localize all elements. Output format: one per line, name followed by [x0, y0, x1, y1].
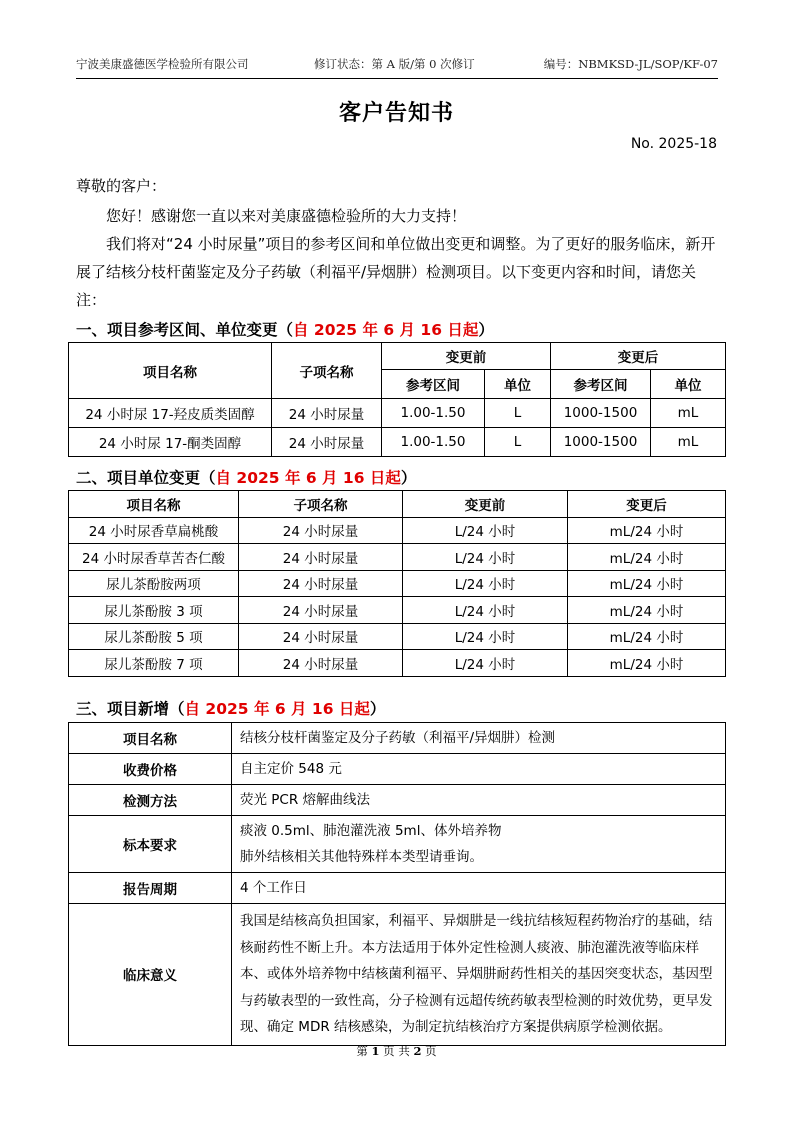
intro-paragraph-2: 我们将对“24 小时尿量”项目的参考区间和单位做出变更和调整。为了更好的服务临床，新开展了结核分枝杆菌鉴定及分子药敏（利福平/异烟肼）检测项目。以下变更内容和时间，请您关注： [76, 235, 716, 309]
reference-range-change-table [68, 342, 726, 457]
unit-change-table [68, 490, 726, 677]
t2-after: mL/24 小时 [568, 570, 726, 597]
header-organization: 宁波美康盛德医学检验所有限公司 [76, 57, 249, 71]
t1-header-before-range: 参考区间 [382, 370, 485, 399]
table-row [69, 785, 726, 816]
t3-value-method: 荧光 PCR 熔解曲线法 [232, 785, 726, 816]
section-1-date: 自 2025 年 6 月 16 日起 [293, 321, 479, 339]
t2-after: mL/24 小时 [568, 650, 726, 677]
t3-label-method: 检测方法 [69, 785, 232, 816]
t1-after-range: 1000-1500 [551, 428, 651, 457]
table-row [69, 570, 726, 597]
t2-before: L/24 小时 [403, 544, 568, 571]
t1-item: 24 小时尿 17-酮类固醇 [69, 428, 272, 457]
t2-header-after: 变更后 [568, 491, 726, 518]
t3-value-name: 结核分枝杆菌鉴定及分子药敏（利福平/异烟肼）检测 [232, 723, 726, 754]
document-title: 客户告知书 [338, 101, 454, 126]
t3-label-turnaround: 报告周期 [69, 873, 232, 904]
t1-header-item: 项目名称 [69, 343, 272, 399]
footer-mid: 页 共 [383, 1044, 410, 1058]
t1-header-before-unit: 单位 [485, 370, 551, 399]
t3-value-turnaround: 4 个工作日 [232, 873, 726, 904]
t2-item: 尿儿茶酚胺两项 [69, 570, 239, 597]
t2-sub: 24 小时尿量 [239, 650, 403, 677]
t2-item: 尿儿茶酚胺 7 项 [69, 650, 239, 677]
t3-value-clinical: 我国是结核高负担国家，利福平、异烟肼是一线抗结核短程药物治疗的基础，结核耐药性不断上升。本方法适用于体外定性检测人痰液、肺泡灌洗液等临床样本、或体外培养物中结核菌利福平、异烟肼耐药性相关的基因突变状态，基因型与药敏表型的一致性高，分子检测有远超传统药敏表型检测的时效优势，更早发现、确定 MDR 结核感染，为制定抗结核治疗方案提供病原学检测依据。 [232, 904, 726, 1046]
t1-header-sub: 子项名称 [272, 343, 382, 399]
intro-paragraph-1: 您好！感谢您一直以来对美康盛德检验所的大力支持！ [106, 207, 467, 225]
t2-after: mL/24 小时 [568, 517, 726, 544]
t3-specimen-line-2: 肺外结核相关其他特殊样本类型请垂询。 [240, 849, 483, 865]
t3-value-specimen [232, 816, 726, 873]
page-footer [0, 1043, 793, 1059]
t1-header-after-unit: 单位 [651, 370, 726, 399]
t2-item: 24 小时尿香草苦杏仁酸 [69, 544, 239, 571]
table-row [69, 650, 726, 677]
t2-after: mL/24 小时 [568, 544, 726, 571]
greeting: 尊敬的客户： [76, 177, 167, 195]
table-row [69, 428, 726, 457]
table-row [69, 517, 726, 544]
table-row [69, 623, 726, 650]
section-1-close: ） [478, 321, 494, 339]
t2-before: L/24 小时 [403, 650, 568, 677]
t2-sub: 24 小时尿量 [239, 570, 403, 597]
t1-before-unit: L [485, 428, 551, 457]
section-1-title: 一、项目参考区间、单位变更（ [76, 321, 294, 339]
t2-header-sub: 子项名称 [239, 491, 403, 518]
t3-label-clinical: 临床意义 [69, 904, 232, 1046]
t2-sub: 24 小时尿量 [239, 597, 403, 624]
t2-sub: 24 小时尿量 [239, 623, 403, 650]
footer-suffix: 页 [425, 1044, 437, 1058]
section-1-heading [76, 318, 494, 340]
t3-specimen-line-1: 痰液 0.5ml、肺泡灌洗液 5ml、体外培养物 [240, 823, 502, 839]
section-3-close: ） [369, 700, 386, 718]
new-item-table [68, 722, 726, 1046]
t2-before: L/24 小时 [403, 570, 568, 597]
t2-before: L/24 小时 [403, 597, 568, 624]
table-row [69, 544, 726, 571]
header-divider [76, 78, 718, 79]
page-header [76, 56, 718, 74]
t1-sub: 24 小时尿量 [272, 428, 382, 457]
footer-prefix: 第 [356, 1044, 368, 1058]
t2-item: 尿儿茶酚胺 5 项 [69, 623, 239, 650]
table-row [69, 399, 726, 428]
t2-sub: 24 小时尿量 [239, 544, 403, 571]
t1-before-unit: L [485, 399, 551, 428]
t2-before: L/24 小时 [403, 517, 568, 544]
section-2-title: 二、项目单位变更（ [76, 469, 216, 487]
table-row [69, 754, 726, 785]
t1-header-after-range: 参考区间 [551, 370, 651, 399]
t2-item: 尿儿茶酚胺 3 项 [69, 597, 239, 624]
t1-sub: 24 小时尿量 [272, 399, 382, 428]
t1-before-range: 1.00-1.50 [382, 428, 485, 457]
section-3-title: 三、项目新增（ [76, 700, 185, 718]
header-document-code: 编号：NBMKSD-JL/SOP/KF-07 [543, 57, 718, 71]
t1-header-before: 变更前 [382, 343, 551, 370]
t3-label-specimen: 标本要求 [69, 816, 232, 873]
t1-header-after: 变更后 [551, 343, 726, 370]
section-3-date: 自 2025 年 6 月 16 日起 [184, 700, 370, 718]
section-2-heading [76, 466, 416, 488]
table-row [69, 873, 726, 904]
document-number: No. 2025-18 [630, 136, 717, 152]
t2-sub: 24 小时尿量 [239, 517, 403, 544]
t3-value-price: 自主定价 548 元 [232, 754, 726, 785]
t1-before-range: 1.00-1.50 [382, 399, 485, 428]
t2-header-item: 项目名称 [69, 491, 239, 518]
t3-label-name: 项目名称 [69, 723, 232, 754]
t1-item: 24 小时尿 17-羟皮质类固醇 [69, 399, 272, 428]
t2-after: mL/24 小时 [568, 597, 726, 624]
section-2-close: ） [400, 469, 417, 487]
t1-after-range: 1000-1500 [551, 399, 651, 428]
header-revision-status: 修订状态：第 A 版/第 0 次修订 [314, 57, 475, 71]
table-row [69, 723, 726, 754]
footer-total-pages: 2 [413, 1044, 422, 1058]
table-row [69, 816, 726, 873]
section-3-heading [76, 697, 385, 719]
t2-item: 24 小时尿香草扁桃酸 [69, 517, 239, 544]
t1-after-unit: mL [651, 399, 726, 428]
t2-header-before: 变更前 [403, 491, 568, 518]
section-2-date: 自 2025 年 6 月 16 日起 [215, 469, 401, 487]
t1-after-unit: mL [651, 428, 726, 457]
table-row [69, 597, 726, 624]
t3-label-price: 收费价格 [69, 754, 232, 785]
t2-before: L/24 小时 [403, 623, 568, 650]
table-row [69, 904, 726, 1046]
t2-after: mL/24 小时 [568, 623, 726, 650]
footer-page-number: 1 [371, 1044, 380, 1058]
